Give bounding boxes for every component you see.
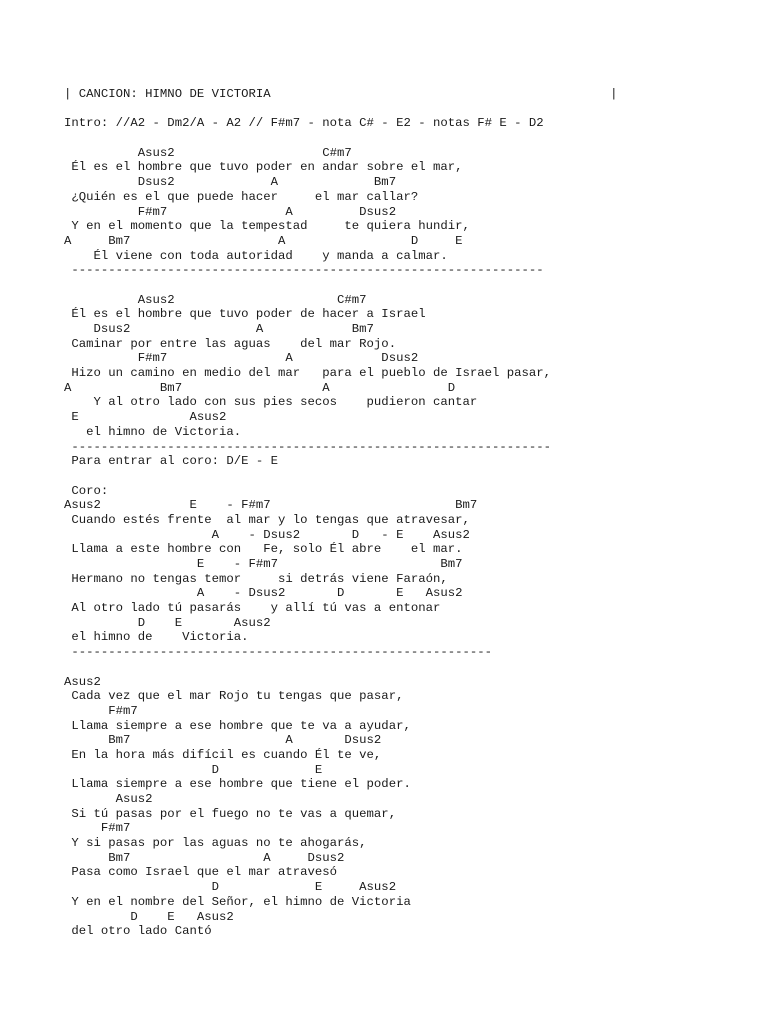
blank-line (64, 102, 754, 117)
chord-line: D E (64, 762, 323, 777)
lyric-line: Y en el momento que la tempestad te quiera hundir, (64, 219, 470, 234)
chord-line: A - Dsus2 D - E Asus2 (64, 527, 470, 542)
chord-line: D E Asus2 (64, 880, 397, 895)
lyric-line: el himno de Victoria. (64, 424, 242, 439)
chord-line: D E Asus2 (64, 909, 234, 924)
lyric-line: Si tú pasas por el fuego no te vas a quemar, (64, 806, 397, 821)
chord-line: Dsus2 A Bm7 (64, 322, 374, 336)
chord-line: Bm7 A Dsus2 (64, 850, 345, 865)
chord-line: F#m7 (64, 703, 138, 718)
lyric-line: Caminar por entre las aguas del mar Rojo. (64, 336, 397, 351)
chord-line: Asus2 C#m7 (64, 292, 367, 307)
lyric-line: Él es el hombre que tuvo poder de hacer a Israel (64, 307, 426, 322)
lyric-line: Al otro lado tú pasarás y allí tú vas a entonar (64, 601, 441, 616)
song-sheet (64, 87, 754, 939)
chord-line: Asus2 E - F#m7 Bm7 (64, 498, 478, 513)
lyric-line: Pasa como Israel que el mar atravesó (64, 865, 338, 880)
chord-line: F#m7 (64, 821, 131, 836)
lyric-line: Llama a este hombre con Fe, solo Él abre el mar. (64, 542, 463, 557)
lyric-line: Hizo un camino en medio del mar para el pueblo de Israel pasar, (64, 366, 552, 381)
lyric-line: Cada vez que el mar Rojo tu tengas que pasar, (64, 689, 404, 704)
chord-line: E Asus2 (64, 410, 227, 425)
coro-heading: Coro: (64, 483, 109, 498)
chord-line: A Bm7 A D E (64, 233, 463, 248)
lyric-line: Llama siempre a ese hombre que tiene el poder. (64, 777, 411, 792)
lyric-line: el himno de Victoria. (64, 630, 249, 645)
blank-line (64, 660, 754, 675)
lyric-line: del otro lado Cantó (64, 924, 212, 939)
coro-transition-line: Para entrar al coro: D/E - E (64, 454, 279, 469)
blank-line (64, 131, 754, 146)
lyric-line: ¿Quién es el que puede hacer el mar callar? (64, 189, 419, 204)
lyric-line: Llama siempre a ese hombre que te va a ayudar, (64, 718, 411, 733)
lyric-line: Él viene con toda autoridad y manda a calmar. (64, 248, 448, 263)
chord-line: Asus2 (64, 674, 101, 689)
section-divider: ----------------------------------------------------------------- (64, 439, 552, 454)
lyric-line: Y si pasas por las aguas no te ahogarás, (64, 836, 367, 851)
blank-line (64, 469, 754, 484)
chord-line: A Bm7 A D (64, 380, 456, 395)
chord-line: Asus2 C#m7 (64, 145, 352, 160)
lyric-line: Él es el hombre que tuvo poder en andar sobre el mar, (64, 160, 463, 175)
chord-line: Asus2 (64, 792, 153, 806)
lyric-line: En la hora más difícil es cuando Él te ve, (64, 747, 382, 762)
blank-line (64, 278, 754, 293)
song-title-line: | CANCION: HIMNO DE VICTORIA | (64, 87, 618, 101)
chord-line: Bm7 A Dsus2 (64, 733, 382, 748)
intro-line: Intro: //A2 - Dm2/A - A2 // F#m7 - nota C# - E2 - notas F# E - D2 (64, 116, 544, 131)
chord-line: A - Dsus2 D E Asus2 (64, 586, 463, 601)
lyric-line: Y en el nombre del Señor, el himno de Victoria (64, 894, 411, 909)
chord-line: F#m7 A Dsus2 (64, 351, 419, 366)
chord-line: E - F#m7 Bm7 (64, 557, 463, 571)
lyric-line: Cuando estés frente al mar y lo tengas que atravesar, (64, 512, 470, 527)
section-divider: --------------------------------------------------------- (64, 645, 493, 660)
chord-line: D E Asus2 (64, 615, 271, 630)
chord-line: Dsus2 A Bm7 (64, 175, 397, 190)
chord-line: F#m7 A Dsus2 (64, 204, 397, 219)
lyric-line: Y al otro lado con sus pies secos pudieron cantar (64, 395, 478, 410)
section-divider: ---------------------------------------------------------------- (64, 263, 544, 278)
lyric-line: Hermano no tengas temor si detrás viene Faraón, (64, 571, 448, 586)
